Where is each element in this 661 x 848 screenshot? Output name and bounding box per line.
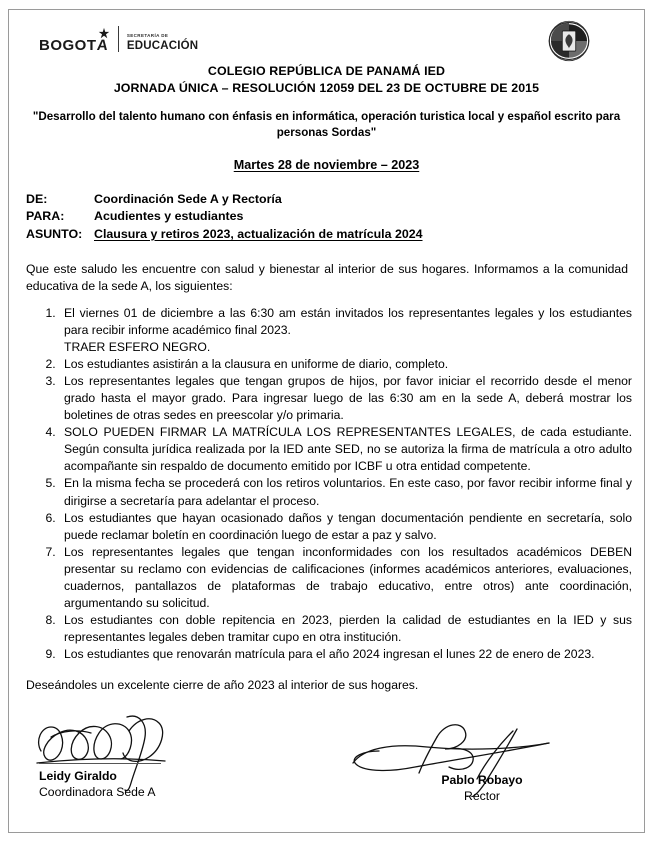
list-item-text: Los representantes legales que tengan inconformidades con los resultados académicos DEBEN presentar su reclamo con evidencias de calificaciones (informes académicos anteriores, evaluaciones, cuadernos, pantallazos de plataformas de trabajo educativo, entre otros) ante coordinación, argumentando su solicitud. (64, 544, 632, 611)
list-item (59, 424, 634, 475)
memo-to-row (26, 208, 634, 226)
memo-from-row (26, 191, 634, 209)
school-motto: "Desarrollo del talento humano con énfasis en informática, operación turistica local y español escrito para personas Sordas" (32, 110, 621, 140)
list-item-extra: TRAER ESFERO NEGRO. (64, 339, 211, 354)
memo-to-label: PARA: (26, 209, 65, 224)
list-item (59, 475, 634, 509)
list-item (59, 646, 634, 663)
list-item-text: Los estudiantes con doble repitencia en 2023, pierden la calidad de estudiantes en la IED y sus representantes legales deben tramitar cupo en otra institución. (64, 613, 632, 645)
memo-subject-label: ASUNTO: (26, 226, 83, 241)
memo-from-label: DE: (26, 191, 48, 206)
list-item (59, 356, 634, 373)
signature-caption (39, 769, 156, 800)
logo-divider (118, 26, 119, 52)
memo-subject-value: Clausura y retiros 2023, actualización de matrícula 2024 (94, 226, 423, 241)
school-name: COLEGIO REPÚBLICA DE PANAMÁ IED (207, 64, 446, 78)
memo-metadata (26, 191, 634, 244)
document-content (9, 10, 644, 832)
signature-area (19, 701, 634, 819)
signer-role: Rector (464, 788, 500, 803)
list-item (59, 373, 634, 424)
list-item-text: Los estudiantes que hayan ocasionado daños y tengan documentación pendiente en secretaría, solo puede reclamar boletín en coordinación luego de estar a paz y salvo. (64, 510, 632, 542)
educacion-text: EDUCACIÓN (126, 39, 199, 52)
list-item-text: Los estudiantes que renovarán matrícula para el año 2024 ingresan el lunes 22 de enero de 2023. (64, 647, 595, 662)
list-item (59, 544, 634, 612)
list-item-text: Los estudiantes asistirán a la clausura en uniforme de diario, completo. (64, 356, 449, 371)
closing-paragraph: Deseándoles un excelente cierre de año 2023 al interior de sus hogares. (26, 678, 419, 693)
document-date (19, 158, 634, 172)
signer-name: Pablo Robayo (441, 772, 523, 787)
school-title (19, 63, 634, 96)
school-crest-icon (548, 20, 590, 62)
list-item-text: SOLO PUEDEN FIRMAR LA MATRÍCULA LOS REPRESENTANTES LEGALES, de cada estudiante. Según consulta jurídica realizada por la IED ante SED, no se autoriza la firma de matrícula a otro adulto acompañante sin respaldo de documento emitido por ICBF u otra entidad competente. (64, 425, 632, 474)
list-item (59, 612, 634, 646)
bogota-wordmark (39, 38, 108, 53)
signer-role: Coordinadora Sede A (39, 784, 156, 799)
list-item-text: Los representantes legales que tengan grupos de hijos, por favor iniciar el recorrido desde el menor grado hasta el mayor grado. Para ingresar luego de las 6:30 am en la sede A, deberá mostrar los boletines de otras sedes en preescolar y/o primaria. (64, 374, 632, 423)
memo-from-value: Coordinación Sede A y Rectoría (94, 191, 282, 206)
list-item (59, 305, 634, 356)
list-item (59, 510, 634, 544)
bogota-wordmark-text: BOGOT (39, 37, 97, 54)
star-icon (97, 27, 111, 41)
document-header (19, 18, 634, 62)
intro-paragraph: Que este saludo les encuentre con salud y bienestar al interior de sus hogares. Informamos a la comunidad educativa de la sede A, los siguientes: (26, 261, 628, 294)
bogota-wordmark-last-letter: A (95, 37, 109, 54)
secretaria-educacion-lockup (127, 34, 198, 53)
memo-to-value: Acudientes y estudiantes (94, 209, 244, 224)
signature-rule (39, 763, 161, 764)
memo-subject-row (26, 226, 634, 244)
secretaria-small-text: SECRETARÍA DE (126, 33, 169, 39)
bogota-education-logo (39, 23, 198, 53)
numbered-list (19, 305, 634, 664)
signer-name: Leidy Giraldo (39, 768, 117, 783)
school-resolution: JORNADA ÚNICA – RESOLUCIÓN 12059 DEL 23 DE OCTUBRE DE 2015 (113, 80, 540, 95)
document-date-text: Martes 28 de noviembre – 2023 (233, 157, 420, 172)
signature-caption (407, 773, 557, 804)
list-item-text: El viernes 01 de diciembre a las 6:30 am están invitados los representantes legales y los estudiantes para recibir informe académico final 2023. (64, 305, 632, 337)
list-item-text: En la misma fecha se procederá con los retiros voluntarios. En este caso, por favor recibir informe final y dirigirse a secretaría para adelantar el proceso. (64, 476, 632, 508)
